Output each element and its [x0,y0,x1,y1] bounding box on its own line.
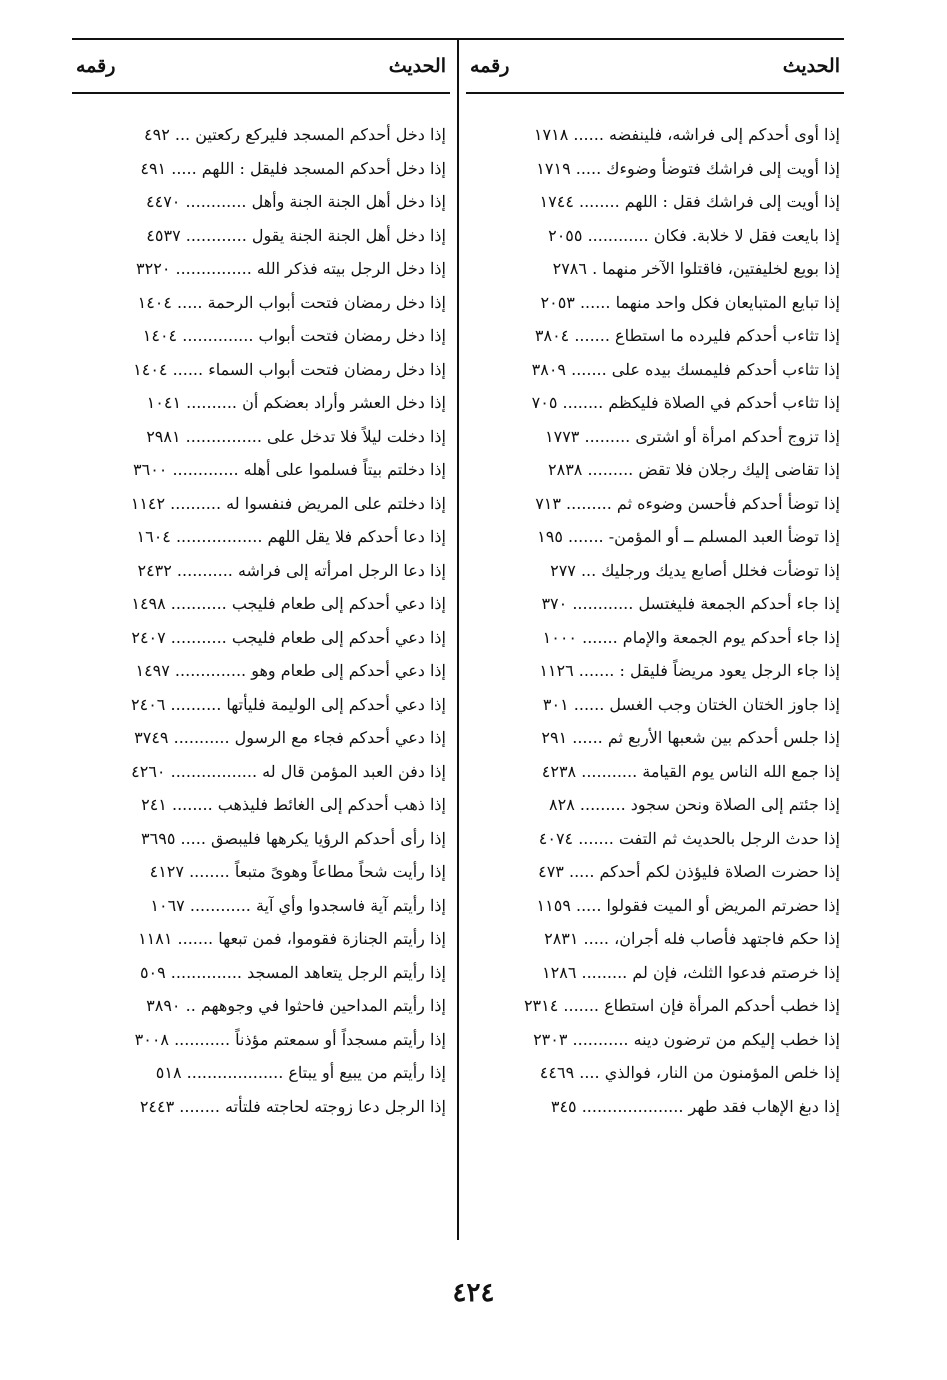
column-header [72,40,450,94]
index-entry: إذا تبايع المتبايعان فكل واحد منهما ...... ٢٠٥٣ [540,292,840,312]
index-entry: إذا حدث الرجل بالحديث ثم التفت ....... ٤٠٧٤ [538,828,840,848]
index-entry: إذا جئتم إلى الصلاة ونحن سجود ......... ٨٢٨ [549,795,840,814]
index-entry: إذا رأيتم الرجل يتعاهد المسجد .............. ٥٠٩ [139,962,446,982]
index-entry: إذا خطب إليكم من ترضون دينه ........... ٢٣٠٣ [533,1029,840,1049]
index-entry: إذا دعي أحدكم إلى طعام فليجب ........... ٢٤٠٧ [131,627,446,647]
index-entry: إذا دخلتم على المريض فنفسوا له .......... ١١٤٢ [130,493,446,513]
index-entry: إذا رأيتم من يبيع أو يبتاع ................... ٥١٨ [155,1063,446,1082]
index-entry: إذا بايعت فقل لا خلابة. فكان ............ ٢٠٥٥ [548,225,840,245]
index-entry: إذا جلس أحدكم بين شعبها الأربع ثم ...... ٢٩١ [541,728,840,747]
index-entry: إذا دعا الرجل امرأته إلى فراشه ........... ٢٤٣٢ [137,560,446,580]
number-header: رقمه [76,55,116,77]
index-entry: إذا دعي أحدكم إلى طعام فليجب ........... ١٤٩٨ [131,594,446,613]
index-entry: إذا تزوج أحدكم امرأة أو اشترى ......... ١٧٧٣ [545,426,840,446]
index-entry: إذا تثاءب أحدكم فليرده ما استطاع ....... ٣٨٠٤ [534,326,840,345]
index-entry: إذا حكم فاجتهد فأصاب فله أجران، ..... ٢٨٣١ [544,929,840,948]
index-entry: إذا دخل أحدكم المسجد فليقل : اللهم ..... ٤٩١ [140,158,446,178]
index-entry: إذا دخل رمضان فتحت أبواب .............. ١٤٠٤ [142,326,446,345]
hadith-header: الحديث [782,55,840,77]
index-entry: إذا دخلت ليلاً فلا تدخل على ............... ٢٩٨١ [146,426,446,446]
index-entry: إذا دخل أحدكم المسجد فليركع ركعتين ... ٤٩٢ [144,125,446,144]
index-entry: إذا جمع الله الناس يوم القيامة ........... ٤٢٣٨ [541,761,840,781]
index-entry: إذا دعي أحدكم إلى طعام وهو .............. ١٤٩٧ [135,661,446,680]
entry-list [466,94,844,1123]
hadith-header: الحديث [388,55,446,77]
index-entry: إذا خرصتم فدعوا الثلث، فإن لم ......... ١٢٨٦ [542,962,840,982]
index-entry: إذا توضأ العبد المسلم ــ أو المؤمن- ....... ١٩٥ [537,527,840,546]
index-entry: إذا دخل رمضان فتحت أبواب السماء ...... ١٤٠٤ [133,359,446,379]
index-entry: إذا رأى أحدكم الرؤيا يكرهها فليبصق ..... ٣٦٩٥ [141,828,446,848]
index-entry: إذا دعا أحدكم فلا يقل اللهم ................. ١٦٠٤ [136,527,446,546]
index-entry: إذا جاء أحدكم الجمعة فليغتسل ............ ٣٧٠ [541,594,840,613]
index-entry: إذا أويت إلى فراشك فقل : اللهم ........ ١٧٤٤ [539,192,840,211]
index-entry: إذا تثاءب أحدكم في الصلاة فليكظم ........ ٧٠٥ [531,393,840,412]
index-entry: إذا تثاءب أحدكم فليمسك بيده على ....... ٣٨٠٩ [531,359,840,379]
index-entry: إذا أوى أحدكم إلى فراشه، فلينفضه ...... ١٧١٨ [533,125,840,144]
index-entry: إذا دعي أحدكم فجاء مع الرسول ........... ٣٧٤٩ [134,728,446,747]
index-entry: إذا جاء أحدكم يوم الجمعة والإمام ....... ١٠٠٠ [542,627,840,647]
index-entry: إذا دخل أهل الجنة الجنة يقول ............ ٤٥٣٧ [146,225,446,245]
index-entry: إذا حضرت الصلاة فليؤذن لكم أحدكم ..... ٤٧٣ [538,862,840,881]
entry-list [72,94,450,1123]
index-entry: إذا رأيتم المداحين فاحثوا في وجوههم .. ٣٨٩٠ [146,996,446,1015]
index-entry: إذا أويت إلى فراشك فتوضأ وضوءك ..... ١٧١٩ [536,158,840,178]
index-entry: إذا جاوز الختان الختان وجب الغسل ...... ٣٠١ [542,694,840,714]
index-entry: إذا خلص المؤمنون من النار، فوالذي .... ٤٤٦٩ [539,1063,840,1082]
index-entry: إذا دخل الرجل بيته فذكر الله ............... ٣٢٢٠ [136,259,446,278]
index-entry: إذا دعي أحدكم إلى الوليمة فليأتها .......... ٢٤٠٦ [131,694,446,714]
index-entry: إذا دخل رمضان فتحت أبواب الرحمة ..... ١٤٠٤ [137,292,446,312]
page-number: ٤٢٤ [452,1278,495,1308]
index-entry: إذا دبغ الإهاب فقد طهر .................... ٣٤٥ [550,1096,840,1116]
left-column [72,40,450,1123]
index-entry: إذا توضأ أحدكم فأحسن وضوءه ثم ......... ٧١٣ [535,493,840,513]
column-divider [457,40,459,1240]
index-entry: إذا رأيتم مسجداً أو سمعتم مؤذناً ........... ٣٠٠٨ [134,1029,446,1049]
index-entry: إذا بويع لخليفتين، فاقتلوا الآخر منهما . ٢٧٨٦ [552,259,840,278]
number-header: رقمه [470,55,510,77]
index-entry: إذا رأيتم الجنازة فقوموا، فمن تبعها ....... ١١٨١ [138,929,446,948]
index-entry: إذا رأيتم آية فاسجدوا وأي آية ............ ١٠٦٧ [150,895,446,915]
index-entry: إذا الرجل دعا زوجته لحاجته فلتأته ........ ٢٤٤٣ [139,1096,446,1116]
right-column [466,40,844,1123]
index-entry: إذا خطب أحدكم المرأة فإن استطاع ....... ٢٣١٤ [523,996,840,1015]
index-entry: إذا جاء الرجل يعود مريضاً فليقل : ....... ١١٢٦ [539,661,840,680]
index-entry: إذا ذهب أحدكم إلى الغائط فليذهب ........ ٢٤١ [141,795,446,814]
index-entry: إذا دخل العشر وأراد بعضكم أن .......... ١٠٤١ [146,393,446,412]
index-entry: إذا تقاضى إليك رجلان فلا تقض ......... ٢٨٣٨ [548,460,840,479]
index-entry: إذا دفن العبد المؤمن قال له ................. ٤٢٦٠ [131,761,446,781]
index-entry: إذا توضأت فخلل أصابع يديك ورجليك ... ٢٧٧ [550,560,840,580]
column-header [466,40,844,94]
index-entry: إذا دخل أهل الجنة الجنة وأهل ............ ٤٤٧٠ [146,192,446,211]
index-entry: إذا حضرتم المريض أو الميت فقولوا ..... ١١٥٩ [536,895,840,915]
index-entry: إذا رأيت شحاً مطاعاً وهوىً متبعاً ........ ٤١٢٧ [149,862,446,881]
index-entry: إذا دخلتم بيتاً فسلموا على أهله ............. ٣٦٠٠ [133,460,446,479]
